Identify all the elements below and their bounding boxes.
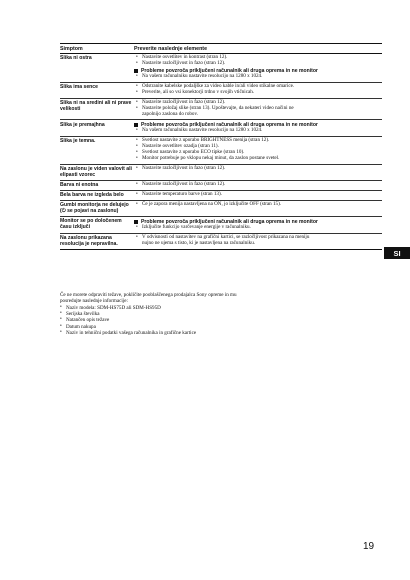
- table-row: [60, 190, 382, 200]
- check-item: • Svetlost nastavite z uporabo ECO tipke (stran 10).: [134, 150, 382, 156]
- check-item: • Nastavite osvetlitev in kontrast (stran 12).: [134, 55, 382, 61]
- check-item: • V odvisnosti od nastavitev na grafični kartici, se razločljivost prikazana na meniju: [134, 235, 382, 241]
- symptom-text-continued: se pojavi na zaslonu): [67, 208, 119, 215]
- notes-list: [60, 305, 240, 337]
- table-row: [60, 216, 382, 233]
- symptom-cell: [60, 98, 134, 120]
- check-item: • Nastavite razločljivost in fazo (stran 12).: [134, 61, 382, 67]
- check-cell: [134, 82, 382, 98]
- check-cell: [134, 200, 382, 216]
- check-cell: [134, 98, 382, 120]
- symptom-cell: [60, 190, 134, 200]
- check-cell: [134, 137, 382, 165]
- table-row: [60, 164, 382, 180]
- check-item: • Odstranite kabelske podaljške za video kable in/ali video stikalne omarice.: [134, 84, 382, 90]
- page-number: 19: [363, 541, 375, 552]
- check-cell: [134, 164, 382, 180]
- symptom-text: Slika ima sence: [60, 84, 98, 91]
- notes-item: • Naziv in tehnični podatki vašega računalnika in grafične kartice: [60, 330, 240, 336]
- table-row: [60, 137, 382, 165]
- table-row: [60, 54, 382, 83]
- check-item: • Izključite funkcijo varčevanje energije v računalniku.: [134, 225, 382, 231]
- column-header-check: Preverite naslednje elemente: [134, 44, 382, 54]
- symptom-text: Slika ni na sredini ali ni prave velikosti: [60, 99, 132, 112]
- symptom-text: Slika je premajhna: [60, 121, 105, 128]
- table-body: [60, 54, 382, 250]
- symptom-cell: [60, 54, 134, 83]
- notes-item: • Natančen opis težave: [60, 317, 240, 323]
- check-item: • Nastavite temperaturo barve (stran 13).: [134, 192, 382, 198]
- check-item: • Monitor potrebuje po vklopu nekaj minut, da zaslon postane svetel.: [134, 156, 382, 162]
- symptom-text: Slika je temna.: [60, 138, 96, 145]
- check-item: • Nastavite položaj slike (stran 13). Upoštevajte, da nekateri video načini ne: [134, 106, 382, 112]
- symptom-cell: [60, 233, 134, 249]
- check-item: • Če je zapora menija nastavljena na ON, jo izključite OFF (stran 15).: [134, 202, 382, 208]
- check-item: nujno ne ujema s tisto, ki je nastavljena na računalniku.: [142, 239, 256, 246]
- language-tab: SI: [384, 247, 410, 259]
- check-cell: [134, 54, 382, 83]
- symptom-text: Gumbi monitorja ne delujejo: [60, 202, 129, 209]
- check-cell: [134, 233, 382, 249]
- check-item: zapolnijo zaslona do robov.: [142, 110, 198, 117]
- symptom-cell: Gumbi monitorja ne delujejo (⏻ se pojavi na zaslonu): [60, 200, 134, 216]
- notes-item: • Naziv modela: SDM-HS75D ali SDM-HS95D: [60, 305, 240, 311]
- check-item: • Nastavite razločljivost in fazo (stran 12).: [134, 166, 382, 172]
- symptom-text: Barva ni enotna: [60, 182, 99, 189]
- cause-heading: Probleme povzroča priključeni računalnik ali druga oprema in ne monitor: [134, 122, 382, 128]
- symptom-cell: [60, 137, 134, 165]
- check-item: • Svetlost nastavite z uporabo BRIGHTNESS menija (stran 12).: [134, 138, 382, 144]
- notes-intro: Če ne morete odpraviti težave, pokličite pooblaščenega prodajalca Sony opreme in mu posredujte naslednje informacije:: [60, 292, 237, 305]
- table-row: [60, 180, 382, 190]
- symptom-cell: [60, 120, 134, 137]
- check-item: • Nastavite osvetlitev ozadja (stran 11).: [134, 144, 382, 150]
- table-row: [60, 233, 382, 249]
- check-item: • Preverite, ali so vsi konektorji trdno v svojih vtičnicah.: [134, 90, 382, 96]
- check-item: • Nastavite razločljivost in fazo (stran 12).: [134, 100, 382, 106]
- notes-item: • Datum nakupa: [60, 324, 240, 330]
- symptom-text: Na zaslonu prikazana resolucija je nepravilna.: [60, 235, 118, 248]
- cause-heading: Probleme povzroča priključeni računalnik ali druga oprema in ne monitor: [134, 219, 382, 225]
- table-row: [60, 82, 382, 98]
- lock-symbol-icon: ⏻: [61, 208, 66, 215]
- column-header-symptom: Simptom: [60, 44, 134, 54]
- troubleshooting-table: [60, 43, 382, 250]
- check-cell: [134, 120, 382, 137]
- table-row: [60, 120, 382, 137]
- check-item: • Na vašem računalniku nastavite resolucijo na 1280 x 1024.: [134, 74, 382, 80]
- check-item: • Nastavite razločljivost in fazo (stran 12).: [134, 182, 382, 188]
- symptom-text: Monitor se po določenem času izključi: [60, 218, 122, 231]
- table-row: [60, 98, 382, 120]
- check-cell: [134, 190, 382, 200]
- symptom-cell: [60, 164, 134, 180]
- cause-heading: Probleme povzroča priključeni računalnik ali druga oprema in ne monitor: [134, 68, 382, 74]
- check-cell: [134, 180, 382, 190]
- symptom-text: Na zaslonu je viden valovit ali elipasti vzorec: [60, 166, 132, 179]
- table-header-row: [60, 44, 382, 54]
- contact-notes: [60, 292, 240, 337]
- check-item: • Na vašem računalniku nastavite resolucijo na 1280 x 1024.: [134, 128, 382, 134]
- symptom-text: Slika ni ostra: [60, 55, 92, 62]
- symptom-cell: [60, 180, 134, 190]
- symptom-text: Bela barva ne izgleda belo: [60, 192, 124, 199]
- symptom-cell: [60, 82, 134, 98]
- symptom-cell: [60, 216, 134, 233]
- table-row: [60, 200, 382, 216]
- notes-item: • Serijska številka: [60, 311, 240, 317]
- check-cell: [134, 216, 382, 233]
